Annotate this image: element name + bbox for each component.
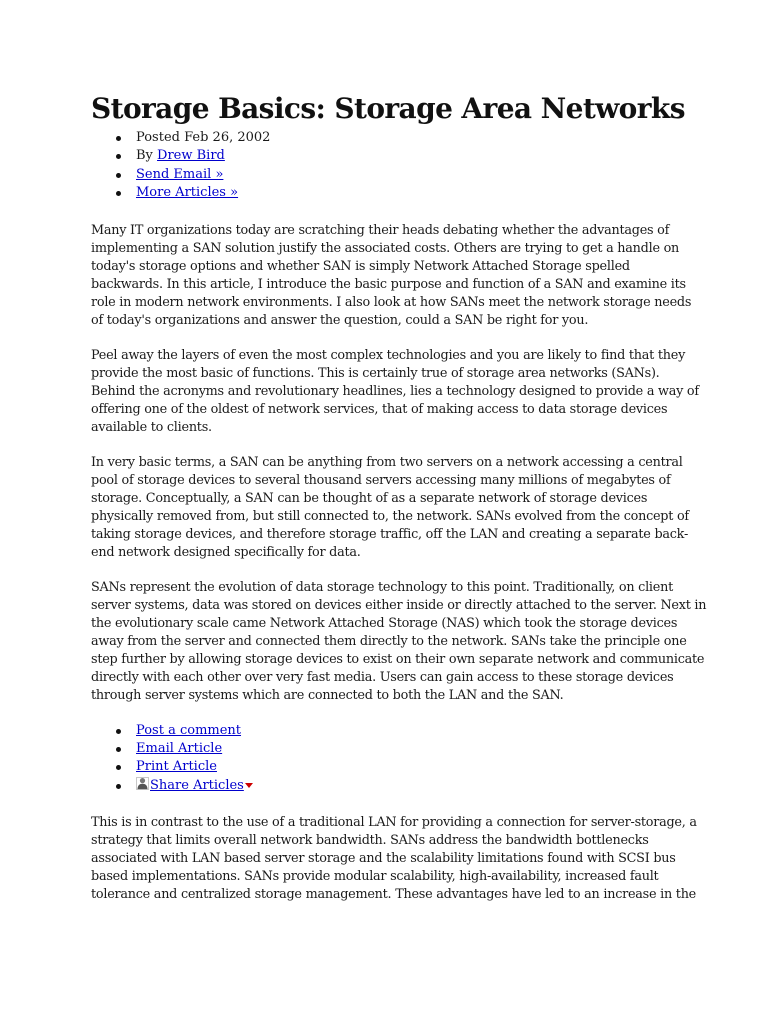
share-articles-item (136, 777, 683, 795)
post-comment-link[interactable]: Post a comment (136, 722, 242, 738)
paragraph-line: This is in contrast to the use of a traditional LAN for providing a connection for server-storage, a (91, 815, 697, 831)
paragraph-line: strategy that limits overall network bandwidth. SANs address the bandwidth bottlenecks (91, 833, 649, 849)
paragraph-3 (91, 454, 689, 562)
article-meta-list (91, 129, 683, 203)
paragraph-line: physically removed from, but still connected to, the network. SANs evolved from the concept of (91, 508, 689, 524)
paragraph-line: Behind the acronyms and revolutionary headlines, lies a technology designed to provide a way of (91, 383, 699, 399)
paragraph-line: step further by allowing storage devices to exist on their own separate network and communicate (91, 651, 705, 667)
paragraph-line: based implementations. SANs provide modular scalability, high-availability, increased fault (91, 869, 659, 885)
paragraph-line: directly with each other over very fast media. Users can gain access to these storage devices (91, 669, 674, 685)
paragraph-line: associated with LAN based server storage and the scalability limitations found with SCSI bus (91, 851, 676, 867)
paragraph-line: offering one of the oldest of network services, that of making access to data storage devices (91, 401, 668, 417)
author-link[interactable]: Drew Bird (157, 148, 225, 164)
more-articles-item (136, 184, 683, 202)
email-article-item (136, 740, 683, 758)
paragraph-5 (91, 814, 697, 904)
post-comment-item (136, 722, 683, 740)
share-articles-link[interactable]: Share Articles (150, 777, 244, 793)
more-articles-link[interactable]: More Articles » (136, 185, 239, 201)
paragraph-line: pool of storage devices to several thousand servers accessing many millions of megabytes of (91, 472, 671, 488)
paragraph-line: the evolutionary scale came Network Attached Storage (NAS) which took the storage devices (91, 615, 678, 631)
paragraph-line: backwards. In this article, I introduce the basic purpose and function of a SAN and examine its (91, 276, 686, 292)
paragraph-line: today's storage options and whether SAN is simply Network Attached Storage spelled (91, 258, 630, 274)
paragraph-2 (91, 347, 699, 437)
paragraph-line: In very basic terms, a SAN can be anything from two servers on a network accessing a central (91, 454, 683, 470)
print-article-link[interactable]: Print Article (136, 759, 217, 775)
paragraph-line: Peel away the layers of even the most complex technologies and you are likely to find that they (91, 347, 686, 363)
article-title: Storage Basics: Storage Area Networks (91, 92, 685, 125)
paragraph-line: of today's organizations and answer the question, could a SAN be right for you. (91, 312, 589, 328)
paragraph-line: end network designed specifically for data. (91, 544, 361, 560)
print-article-item (136, 758, 683, 776)
paragraph-line: available to clients. (91, 419, 212, 435)
paragraph-line: provide the most basic of functions. This is certainly true of storage area networks (SANs). (91, 365, 660, 381)
person-share-icon[interactable] (136, 777, 149, 790)
send-email-item (136, 166, 683, 184)
author-prefix: By (136, 148, 158, 164)
paragraph-line: through server systems which are connected to both the LAN and the SAN. (91, 687, 564, 703)
paragraph-line: taking storage devices, and therefore storage traffic, off the LAN and creating a separate back- (91, 526, 689, 542)
posted-date-text: Posted Feb 26, 2002 (136, 130, 271, 145)
paragraph-line: implementing a SAN solution justify the associated costs. Others are trying to get a handle on (91, 240, 680, 256)
paragraph-line: server systems, data was stored on devices either inside or directly attached to the server. Next in (91, 597, 707, 613)
paragraph-line: role in modern network environments. I also look at how SANs meet the network storage needs (91, 294, 692, 310)
paragraph-line: tolerance and centralized storage management. These advantages have led to an increase in the (91, 887, 697, 903)
caret-down-icon[interactable] (245, 783, 253, 788)
paragraph-4 (91, 579, 707, 705)
author-line (136, 147, 683, 165)
posted-date (136, 129, 683, 147)
paragraph-line: storage. Conceptually, a SAN can be thought of as a separate network of storage devices (91, 490, 648, 506)
article (91, 92, 707, 904)
paragraph-line: SANs represent the evolution of data storage technology to this point. Traditionally, on client (91, 579, 673, 595)
send-email-link[interactable]: Send Email » (136, 166, 224, 182)
article-actions (91, 722, 683, 796)
paragraph-line: Many IT organizations today are scratching their heads debating whether the advantages of (91, 222, 670, 238)
email-article-link[interactable]: Email Article (136, 740, 223, 756)
paragraph-1 (91, 222, 692, 330)
paragraph-line: away from the server and connected them directly to the network. SANs take the principle one (91, 633, 687, 649)
